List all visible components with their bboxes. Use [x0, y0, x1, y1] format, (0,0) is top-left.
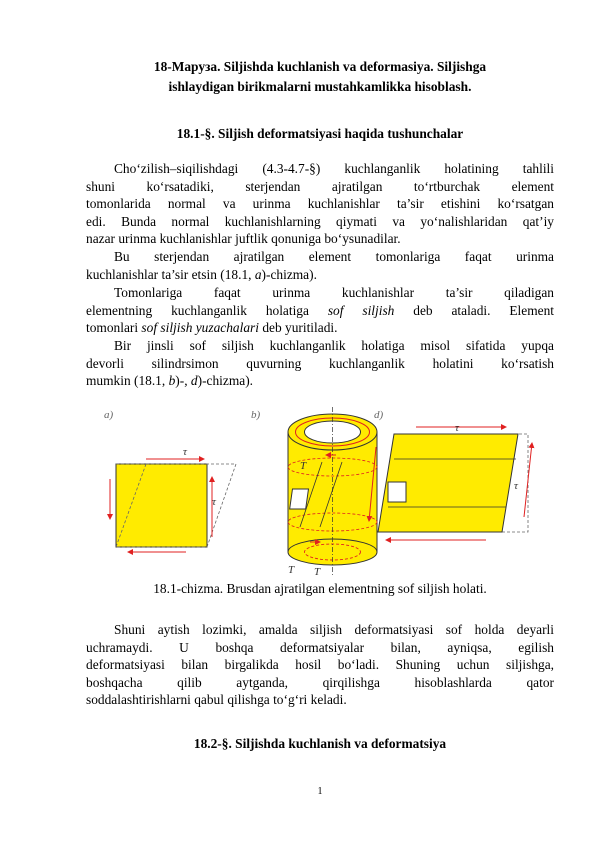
p5-line: uchramaydi. U boshqa deformatsiyalar bilan, ayniqsa, egilish [86, 639, 554, 655]
p3-line: tomonlari sof siljish yuzachalari deb yuritiladi. [86, 320, 338, 336]
paragraph-5 [86, 621, 554, 709]
lecture-title-line1: 18-Маруза. Siljishda kuchlanish va deformasiya. Siljishga [153, 59, 487, 74]
figure-a-tau-right: τ [212, 496, 216, 508]
p1-line: tomonlarida normal va urinma kuchlanishlar ta’sir etishini ko‘rsatgan [86, 196, 554, 212]
figure-b-label: b) [251, 409, 261, 421]
p5-line: Shuni aytish lozimki, amalda siljish deformatsiyasi sof holda deyarli [114, 622, 554, 637]
p2-line: kuchlanishlar ta’sir etsin (18.1, a)-chizma). [86, 266, 317, 282]
figure-18-1 [86, 407, 554, 577]
figure-d-label: d) [374, 409, 384, 421]
figure-b [251, 407, 377, 577]
p4-line: mumkin (18.1, b)-, d)-chizma). [86, 373, 253, 389]
p3-line: elementning kuchlanganlik holatiga sof siljish deb ataladi. Element [86, 302, 554, 318]
paragraph-3 [86, 284, 554, 337]
figure-b-element [290, 489, 309, 509]
p4-line: Bir jinsli sof siljish kuchlanganlik holatiga misol sifatida yupqa [114, 338, 554, 353]
figure-b-T-bottom-right: T [314, 566, 321, 577]
section1-title: 18.1-§. Siljish deformatsiyasi haqida tushunchalar [176, 126, 464, 141]
figure-d [369, 409, 532, 540]
figure-18-1-drawing [86, 407, 554, 577]
p1-line: nazar urinma kuchlanishlar juftlik qonuniga bo‘ysunadilar. [86, 231, 401, 247]
figure-d-tau-top: τ [455, 422, 459, 434]
figure-a [104, 409, 236, 552]
p4-line: devorli silindrsimon quvurning kuchlanganlik holatini ko‘rsatish [86, 355, 554, 371]
figure-b-T-top: T [300, 460, 307, 472]
figure-d-element [388, 482, 406, 502]
figure-a-element [116, 464, 207, 547]
figure-a-label: a) [104, 409, 114, 421]
p5-line: deformatsiyasi bilan birgalikda hosil bo‘ladi. Shuning uchun siljishga, [86, 657, 554, 673]
figure-b-T-bottom-left: T [288, 564, 295, 576]
p1-line: Cho‘zilish–siqilishdagi (4.3-4.7-§) kuchlanganlik holatining tahlili [114, 161, 554, 176]
p2-line: Bu sterjendan ajratilgan element tomonlariga faqat urinma [114, 249, 554, 264]
page-number: 1 [317, 786, 323, 797]
figure-caption: 18.1-chizma. Brusdan ajratilgan elementning sof siljish holati. [153, 581, 487, 596]
paragraph-2 [86, 248, 554, 283]
lecture-title [86, 57, 554, 97]
lecture-title-line2: ishlaydigan birikmalarni mustahkamlikka hisoblash. [168, 79, 472, 94]
p5-line: boshqacha qilib aytganda, qirqilishga hisoblashlarda qator [86, 674, 554, 690]
p3-line: Tomonlariga faqat urinma kuchlanishlar ta’sir qiladigan [114, 285, 554, 300]
p5-line: soddalashtirishlarni qabul qilishga to‘g‘ri keladi. [86, 692, 347, 708]
p1-line: edi. Bunda normal kuchlanishlarning qiymati va yo‘nalishlaridan qat’iy [86, 213, 554, 229]
section2-title: 18.2-§. Siljishda kuchlanish va deformatsiya [193, 736, 447, 751]
paragraph-4 [86, 337, 554, 390]
figure-d-tau-right: τ [514, 480, 518, 492]
paragraph-1 [86, 160, 554, 248]
p1-line: shuni ko‘rsatadiki, sterjendan ajratilgan to‘rtburchak element [86, 178, 554, 194]
figure-a-tau-top: τ [183, 446, 187, 458]
